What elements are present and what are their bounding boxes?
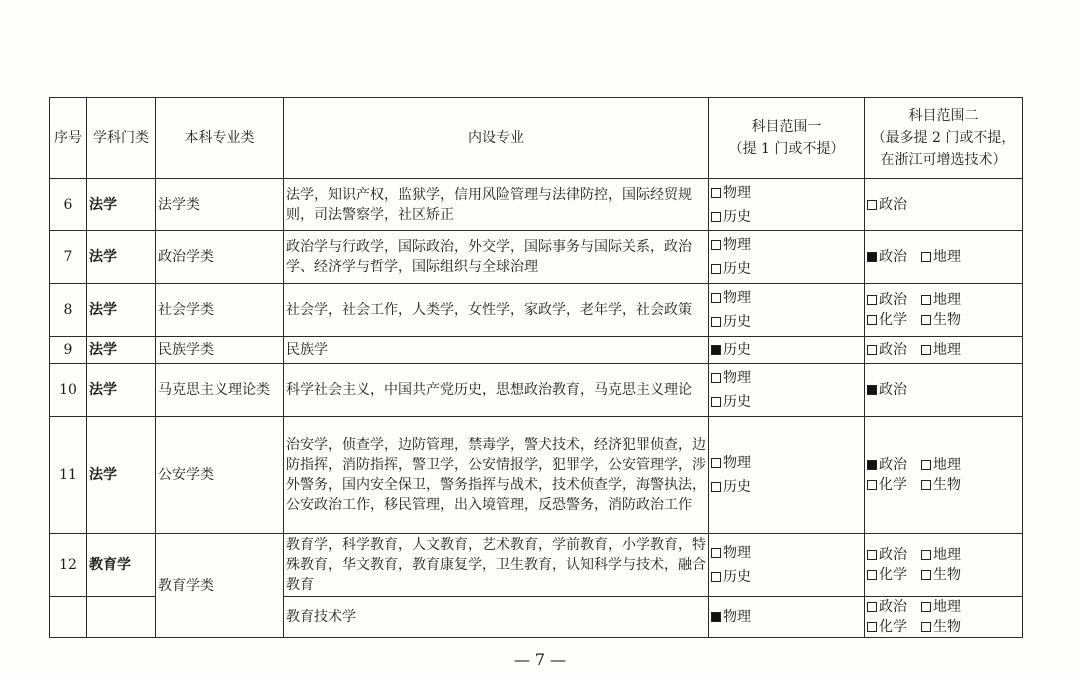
cell-range2 <box>865 534 1023 597</box>
cell-category: 社会学类 <box>156 284 284 337</box>
subject-label: 化学 <box>879 567 907 583</box>
option-line <box>711 605 862 629</box>
option-line <box>711 541 862 565</box>
subject-option <box>867 455 915 475</box>
option-line <box>711 366 862 390</box>
unchecked-box-icon <box>711 317 721 327</box>
subject-option <box>867 597 915 617</box>
subject-label: 历史 <box>723 479 751 495</box>
subject-option <box>711 541 759 565</box>
option-line <box>711 205 862 229</box>
checked-box-icon <box>867 252 877 262</box>
subject-option <box>867 195 915 215</box>
header-range2-note-2: 在浙江可增选技术） <box>880 152 1007 168</box>
option-line <box>867 455 1020 475</box>
header-majors: 内设专业 <box>284 98 709 179</box>
option-line <box>867 247 1020 267</box>
cell-category: 民族学类 <box>156 337 284 364</box>
subject-label: 化学 <box>879 477 907 493</box>
subject-option <box>921 340 969 360</box>
cell-range2 <box>865 337 1023 364</box>
subject-option <box>711 475 759 499</box>
subject-option <box>921 545 969 565</box>
subject-label: 政治 <box>879 547 907 563</box>
subject-label: 政治 <box>879 342 907 358</box>
option-line <box>867 310 1020 330</box>
header-range2-note: （最多提 2 门或不提， <box>871 130 1016 146</box>
unchecked-box-icon <box>867 602 877 612</box>
subject-option <box>711 565 759 589</box>
header-category: 本科专业类 <box>156 98 284 179</box>
subject-label: 历史 <box>723 342 751 358</box>
unchecked-box-icon <box>711 240 721 250</box>
table-row <box>50 534 1023 597</box>
subject-label: 历史 <box>723 261 751 277</box>
unchecked-box-icon <box>867 295 877 305</box>
option-line <box>867 597 1020 617</box>
option-line <box>867 475 1020 495</box>
header-range1 <box>709 98 865 179</box>
cell-range1 <box>709 284 865 337</box>
subject-option <box>711 233 759 257</box>
subject-label: 政治 <box>879 196 907 213</box>
subject-label: 物理 <box>723 184 751 201</box>
table-row <box>50 179 1023 231</box>
subject-option <box>867 545 915 565</box>
option-line <box>711 286 862 310</box>
unchecked-box-icon <box>867 200 877 210</box>
option-line <box>711 233 862 257</box>
option-line <box>867 195 1020 215</box>
subject-label: 生物 <box>933 312 961 328</box>
subject-label: 化学 <box>879 619 907 635</box>
cell-discipline: 教育学 <box>87 534 156 597</box>
option-line <box>711 310 862 334</box>
subject-option <box>921 455 969 475</box>
cell-discipline <box>87 597 156 638</box>
header-range2 <box>865 98 1023 179</box>
cell-discipline: 法学 <box>87 417 156 534</box>
subject-label: 政治 <box>879 249 907 265</box>
cell-majors: 教育技术学 <box>284 597 709 638</box>
header-range1-note: （提 1 门或不提） <box>728 141 845 157</box>
option-line <box>867 290 1020 310</box>
unchecked-box-icon <box>921 460 931 470</box>
subject-option <box>711 310 759 334</box>
subject-option <box>921 290 969 310</box>
cell-range2 <box>865 417 1023 534</box>
subject-label: 物理 <box>723 609 751 625</box>
subject-label: 历史 <box>723 569 751 585</box>
option-line <box>867 545 1020 565</box>
cell-category: 公安学类 <box>156 417 284 534</box>
unchecked-box-icon <box>711 188 721 198</box>
unchecked-box-icon <box>711 373 721 383</box>
option-line <box>867 617 1020 637</box>
option-line <box>867 565 1020 585</box>
cell-range1 <box>709 534 865 597</box>
cell-range2 <box>865 179 1023 231</box>
unchecked-box-icon <box>867 550 877 560</box>
subject-option <box>921 310 969 330</box>
subject-label: 政治 <box>879 382 907 398</box>
subject-label: 物理 <box>723 370 751 386</box>
cell-majors: 法学，知识产权，监狱学，信用风险管理与法律防控，国际经贸规则，司法警察学，社区矫正 <box>284 179 709 231</box>
subject-option <box>921 617 969 637</box>
subject-label: 物理 <box>723 237 751 253</box>
cell-majors: 社会学，社会工作，人类学，女性学，家政学，老年学，社会政策 <box>284 284 709 337</box>
subject-option <box>867 290 915 310</box>
unchecked-box-icon <box>921 550 931 560</box>
header-discipline: 学科门类 <box>87 98 156 179</box>
subject-option <box>711 181 759 205</box>
cell-discipline: 法学 <box>87 179 156 231</box>
subject-option <box>867 475 915 495</box>
unchecked-box-icon <box>711 548 721 558</box>
page-number: — 7 — <box>513 650 567 669</box>
option-line <box>711 565 862 589</box>
subject-label: 历史 <box>723 208 751 225</box>
subject-option <box>921 247 969 267</box>
cell-seq: 9 <box>50 337 87 364</box>
unchecked-box-icon <box>921 622 931 632</box>
cell-range1 <box>709 364 865 417</box>
subject-label: 政治 <box>879 292 907 308</box>
unchecked-box-icon <box>921 295 931 305</box>
subject-label: 生物 <box>933 477 961 493</box>
subject-option <box>867 340 915 360</box>
subject-label: 物理 <box>723 455 751 471</box>
unchecked-box-icon <box>711 397 721 407</box>
cell-seq: 7 <box>50 231 87 284</box>
unchecked-box-icon <box>921 252 931 262</box>
cell-range2 <box>865 597 1023 638</box>
cell-seq: 8 <box>50 284 87 337</box>
cell-range1 <box>709 337 865 364</box>
subject-label: 历史 <box>723 394 751 410</box>
unchecked-box-icon <box>867 622 877 632</box>
cell-seq <box>50 597 87 638</box>
table-row <box>50 231 1023 284</box>
cell-seq: 10 <box>50 364 87 417</box>
option-line <box>711 181 862 205</box>
subject-option <box>867 247 915 267</box>
unchecked-box-icon <box>921 345 931 355</box>
subject-option <box>711 205 759 229</box>
option-line <box>711 451 862 475</box>
cell-majors: 政治学与行政学，国际政治，外交学，国际事务与国际关系，政治学、经济学与哲学，国际组织与全球治理 <box>284 231 709 284</box>
header-range2-title: 科目范围二 <box>908 108 979 124</box>
subject-label: 生物 <box>933 567 961 583</box>
cell-majors: 教育学，科学教育，人文教育，艺术教育，学前教育，小学教育，特殊教育，华文教育，教育康复学，卫生教育，认知科学与技术，融合教育 <box>284 534 709 597</box>
subject-label: 历史 <box>723 314 751 330</box>
subject-label: 政治 <box>879 457 907 473</box>
subject-label: 地理 <box>933 249 961 265</box>
cell-range2 <box>865 284 1023 337</box>
checked-box-icon <box>711 612 721 622</box>
cell-range1 <box>709 179 865 231</box>
option-line <box>711 475 862 499</box>
unchecked-box-icon <box>867 345 877 355</box>
subject-requirements-table <box>49 97 1023 638</box>
cell-majors: 民族学 <box>284 337 709 364</box>
subject-label: 化学 <box>879 312 907 328</box>
table-row <box>50 337 1023 364</box>
subject-label: 地理 <box>933 457 961 473</box>
subject-label: 地理 <box>933 342 961 358</box>
unchecked-box-icon <box>711 572 721 582</box>
subject-option <box>711 451 759 475</box>
cell-category: 法学类 <box>156 179 284 231</box>
subject-option <box>921 565 969 585</box>
subject-label: 政治 <box>879 599 907 615</box>
table-row <box>50 284 1023 337</box>
cell-majors: 科学社会主义，中国共产党历史，思想政治教育，马克思主义理论 <box>284 364 709 417</box>
cell-category: 马克思主义理论类 <box>156 364 284 417</box>
option-line <box>867 380 1020 400</box>
cell-range1 <box>709 597 865 638</box>
subject-option <box>921 597 969 617</box>
subject-label: 地理 <box>933 599 961 615</box>
cell-range2 <box>865 231 1023 284</box>
header-range1-title: 科目范围一 <box>751 119 822 135</box>
cell-discipline: 法学 <box>87 284 156 337</box>
unchecked-box-icon <box>711 293 721 303</box>
subject-label: 物理 <box>723 545 751 561</box>
unchecked-box-icon <box>711 458 721 468</box>
unchecked-box-icon <box>711 482 721 492</box>
cell-discipline: 法学 <box>87 337 156 364</box>
subject-option <box>711 366 759 390</box>
subject-option <box>867 565 915 585</box>
table-body <box>50 179 1023 638</box>
cell-majors: 治安学，侦查学，边防管理，禁毒学，警犬技术，经济犯罪侦查，边防指挥，消防指挥，警卫学，公安情报学，犯罪学，公安管理学，涉外警务，国内安全保卫，警务指挥与战术，技术侦查学，海警执法，公安政治工作，移民管理，出入境管理，反恐警务，消防政治工作 <box>284 417 709 534</box>
cell-category: 政治学类 <box>156 231 284 284</box>
option-line <box>711 338 862 362</box>
subject-option <box>921 475 969 495</box>
cell-discipline: 法学 <box>87 231 156 284</box>
subject-option <box>867 617 915 637</box>
subject-label: 生物 <box>933 619 961 635</box>
subject-label: 物理 <box>723 290 751 306</box>
subject-option <box>867 380 915 400</box>
cell-category: 教育学类 <box>156 534 284 638</box>
header-seq: 序号 <box>50 98 87 179</box>
option-line <box>711 257 862 281</box>
table-row <box>50 364 1023 417</box>
unchecked-box-icon <box>867 315 877 325</box>
unchecked-box-icon <box>921 602 931 612</box>
subject-option <box>711 286 759 310</box>
cell-seq: 11 <box>50 417 87 534</box>
checked-box-icon <box>867 385 877 395</box>
unchecked-box-icon <box>921 570 931 580</box>
subject-option <box>711 605 759 629</box>
checked-box-icon <box>867 460 877 470</box>
unchecked-box-icon <box>867 480 877 490</box>
unchecked-box-icon <box>711 264 721 274</box>
cell-range1 <box>709 417 865 534</box>
unchecked-box-icon <box>921 315 931 325</box>
cell-range1 <box>709 231 865 284</box>
subject-label: 地理 <box>933 292 961 308</box>
unchecked-box-icon <box>867 570 877 580</box>
option-line <box>867 340 1020 360</box>
subject-label: 地理 <box>933 547 961 563</box>
subject-option <box>711 390 759 414</box>
table-header-row <box>50 98 1023 179</box>
checked-box-icon <box>711 345 721 355</box>
table-row <box>50 417 1023 534</box>
option-line <box>711 390 862 414</box>
unchecked-box-icon <box>711 212 721 222</box>
cell-range2 <box>865 364 1023 417</box>
unchecked-box-icon <box>921 480 931 490</box>
cell-discipline: 法学 <box>87 364 156 417</box>
cell-seq: 12 <box>50 534 87 597</box>
cell-seq: 6 <box>50 179 87 231</box>
subject-option <box>711 257 759 281</box>
subject-option <box>867 310 915 330</box>
subject-option <box>711 338 759 362</box>
